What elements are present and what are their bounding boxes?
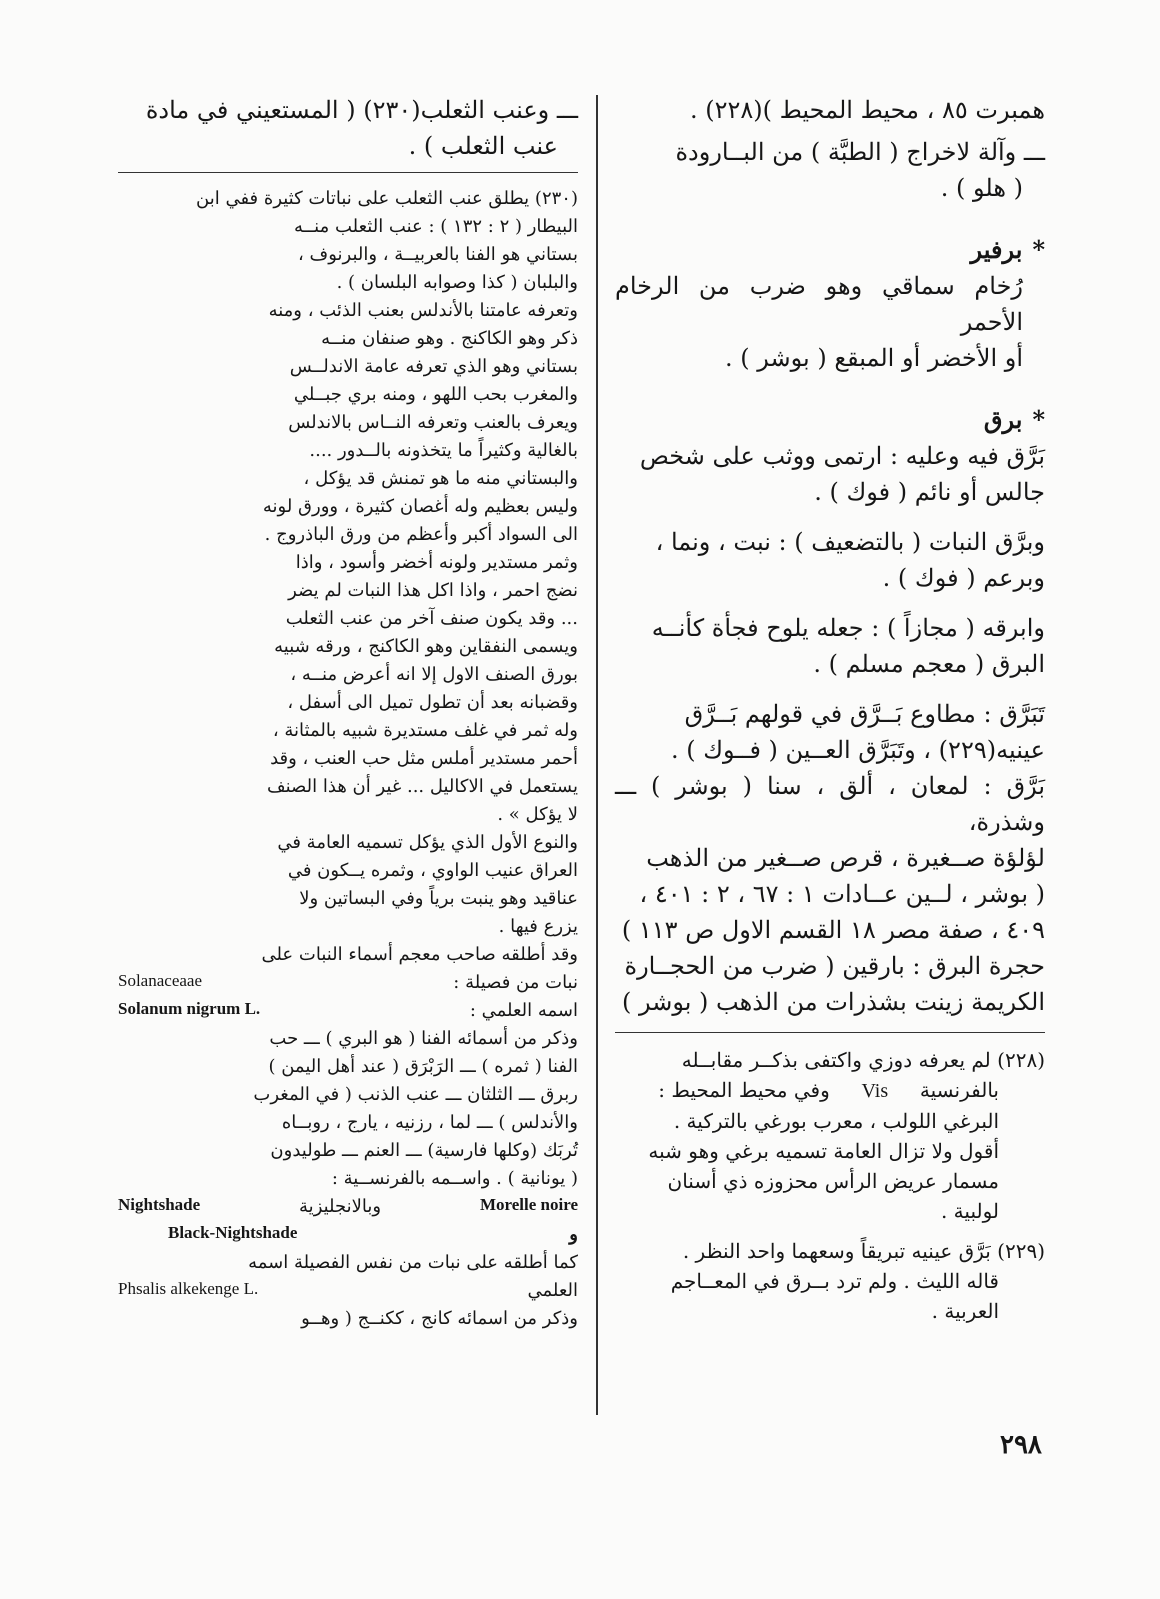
- footnote-line: مسمار عريض الرأس محزوزه ذي أسنان: [667, 1169, 999, 1193]
- latin-row: [118, 1221, 578, 1249]
- footnote-line: ربرق ـــ الثلثان ـــ عنب الذنب ( في المغرب: [253, 1084, 578, 1105]
- entry-line: أو الأخضر أو المبقع ( بوشر ) .: [725, 344, 1023, 372]
- footnote-text: بالفرنسية: [919, 1078, 999, 1102]
- footnote-line: العربية .: [931, 1299, 999, 1323]
- footnote-line: الفنا ( ثمره ) ـــ الرَبْرَق ( عند أهل اليمن ): [268, 1056, 578, 1077]
- footnote-number: (٢٢٩): [997, 1239, 1045, 1263]
- tool-definition-line: ( هلو ) .: [940, 174, 1023, 202]
- footnote-line: والأندلس ) ـــ لما ، رزنيه ، يارج ، روبــاه: [281, 1112, 578, 1133]
- entry-body-barq: [615, 438, 1045, 1020]
- footnote-body: [118, 213, 578, 1333]
- entry-headword: برق: [983, 405, 1023, 434]
- footnote-text: لم يعرفه دوزي واكتفى بذكــر مقابــله: [681, 1048, 991, 1072]
- entry-headword: برفير: [970, 235, 1023, 264]
- footnote-line: والبلبان ( كذا وصوابه البلسان ) .: [336, 272, 578, 293]
- tool-definition-line: ـــ وآلة لاخراج ( الطبَّة ) من البــارودة: [675, 138, 1045, 166]
- footnote-text: يطلق عنب الثعلب على نباتات كثيرة ففي ابن: [196, 188, 530, 209]
- footnote-rule: [118, 172, 578, 173]
- footnote-line: بستاني وهو الذي تعرفه عامة الاندلــس: [289, 356, 578, 377]
- footnote-line: والبستاني منه ما هو تمنش قد يؤكل ،: [303, 468, 578, 489]
- footnote-line: بالغالية وكثيراً ما يتخذونه بالــدور ....: [309, 440, 578, 461]
- footnote-line: وقد أطلقه صاحب معجم أسماء النبات على: [261, 944, 578, 965]
- entry-star-icon: *: [1032, 405, 1045, 434]
- scientific-name-label: اسمه العلمي :: [469, 1000, 578, 1021]
- entry-line: ( بوشر ، لــين عــادات ١ : ٦٧ ، ٢ : ٤٠١ ،: [639, 880, 1045, 908]
- footnote-line: [118, 185, 578, 213]
- footnote-228: [615, 1045, 1045, 1226]
- footnote-text: بَرَّق عينيه تبريقاً وسعهما واحد النظر .: [682, 1239, 991, 1263]
- footnote-line: العراق عنيب الواوي ، وثمره يــكون في: [287, 860, 578, 881]
- footnote-230: [118, 185, 578, 1333]
- entry-body-barfir: [615, 268, 1045, 376]
- conjunction: و: [569, 1224, 578, 1245]
- footnote-line: الى السواد أكبر وأعظم من ورق الباذروج .: [264, 524, 578, 545]
- footnote-line: البيطار ( ٢ : ١٣٢ ) : عنب الثعلب منــه: [293, 216, 578, 237]
- latin-row: [118, 1193, 578, 1221]
- footnote-line: وتعرفه عامتنا بالأندلس بعنب الذئب ، ومنه: [268, 300, 578, 321]
- latin-row: [118, 997, 578, 1025]
- latin-term: Vis: [861, 1080, 889, 1102]
- continuation-line: ـــ وعنب الثعلب(٢٣٠) ( المستعيني في مادة: [145, 96, 578, 124]
- footnote-line: والنوع الأول الذي يؤكل تسميه العامة في: [277, 832, 578, 853]
- footnote-line: ... وقد يكون صنف آخر من عنب الثعلب: [285, 608, 578, 629]
- continuation-line: همبرت ٨٥ ، محيط المحيط )(٢٢٨) .: [689, 96, 1045, 124]
- entry-heading-barq: [615, 402, 1045, 438]
- footnote-line: [615, 1045, 1045, 1075]
- footnote-line: تُربَك (وكلها فارسية) ـــ العنم ـــ طوليدون: [270, 1140, 578, 1161]
- entry-line: وبرعم ( فوك ) .: [882, 564, 1045, 592]
- entry-line: وابرقه ( مجازاً ) : جعله يلوح فجأة كأنــه: [651, 614, 1045, 642]
- entry-line: حجرة البرق : بارقين ( ضرب من الحجــارة: [624, 952, 1045, 980]
- latin-english-name: Black-Nightshade: [168, 1223, 298, 1242]
- footnote-line: العلمي: [527, 1280, 578, 1301]
- footnote-line: لا يؤكل » .: [497, 804, 578, 825]
- entry-line: وبرَّق النبات ( بالتضعيف ) : نبت ، ونما ،: [655, 528, 1045, 556]
- footnote-line: وقضبانه بعد أن تطول تميل الى أسفل ،: [287, 692, 578, 713]
- footnote-line: وثمر مستدير ولونه أخضر وأسود ، واذا: [295, 552, 578, 573]
- footnote-line: والمغرب بحب اللهو ، ومنه بري جبــلي: [293, 384, 578, 405]
- latin-row: [118, 1277, 578, 1305]
- latin-family-name: Solanaceaae: [118, 971, 202, 990]
- entry-line: ٤٠٩ ، صفة مصر ١٨ القسم الاول ص ١١٣ ): [621, 916, 1045, 944]
- footnote-229: [615, 1236, 1045, 1326]
- latin-english-name: Nightshade: [118, 1195, 201, 1214]
- footnote-number: (٢٣٠): [534, 188, 578, 209]
- footnote-line: لولبية .: [940, 1199, 999, 1223]
- footnote-line: كما أطلقه على نبات من نفس الفصيلة اسمه: [248, 1252, 578, 1273]
- latin-species-name: Solanum nigrum L.: [118, 999, 261, 1018]
- footnote-line: ويسمى النفقاين وهو الكاكنج ، ورقه شبيه: [274, 636, 578, 657]
- footnote-line: بستاني هو الفنا بالعربيــة ، والبرنوف ،: [298, 244, 578, 265]
- entry-star-icon: *: [1032, 235, 1045, 264]
- footnote-text: وفي محيط المحيط :: [658, 1078, 830, 1102]
- footnote-line: يزرع فيها .: [498, 916, 578, 937]
- footnote-line: ( يونانية ) . واســمه بالفرنســية :: [331, 1168, 578, 1189]
- footnote-line: قاله الليث . ولم ترد بــرق في المعــاجم: [670, 1269, 999, 1293]
- footnote-line: نضج احمر ، واذا اكل هذا النبات لم يضر: [288, 580, 578, 601]
- entry-line: جالس أو نائم ( فوك ) .: [814, 478, 1045, 506]
- footnote-line: وذكر من اسمائه كانج ، ككنــج ( وهــو: [301, 1308, 578, 1329]
- entry-line: لؤلؤة صــغيرة ، قرص صــغير من الذهب: [646, 844, 1045, 872]
- entry-line: بَرَّق : لمعان ، ألق ، سنا ( بوشر ) ـــ وشذرة،: [615, 772, 1045, 836]
- continuation-line: عنب الثعلب ) .: [408, 132, 558, 160]
- footnote-line: عناقيد وهو ينبت برياً وفي البساتين ولا: [299, 888, 578, 909]
- footnote-line: نبات من فصيلة :: [453, 972, 578, 993]
- footnote-line: البرغي اللولب ، معرب بورغي بالتركية .: [673, 1109, 999, 1133]
- footnote-line: [615, 1236, 1045, 1266]
- latin-french-name: Morelle noire: [479, 1195, 578, 1214]
- entry-line: البرق ( معجم مسلم ) .: [813, 650, 1045, 678]
- column-divider: [596, 95, 598, 1415]
- footnote-line: يستعمل في الاكاليل ... غير أن هذا الصنف: [266, 776, 578, 797]
- footnote-line: وله ثمر في غلف مستديرة شبيه بالمثانة ،: [272, 720, 578, 741]
- right-column: [615, 92, 1045, 1326]
- footnote-line: ذكر وهو الكاكنج . وهو صنفان منــه: [321, 328, 578, 349]
- footnote-line: [615, 1075, 1045, 1106]
- left-column: [118, 92, 578, 1333]
- entry-heading-barfir: [615, 232, 1045, 268]
- footnote-line: وليس بعظيم وله أغصان كثيرة ، وورق لونه: [262, 496, 578, 517]
- footnote-number: (٢٢٨): [997, 1048, 1045, 1072]
- footnote-rule: [615, 1032, 1045, 1033]
- entry-line: تَبَرَّق : مطاوع بَــرَّق في قولهم بَــرَّق: [684, 700, 1045, 728]
- latin-species-name: Phsalis alkekenge L.: [118, 1279, 259, 1298]
- entry-line: رُخام سماقي وهو ضرب من الرخام الأحمر: [615, 272, 1023, 336]
- footnote-line: أحمر مستدير أملس مثل حب العنب ، وقد: [270, 748, 578, 769]
- footnote-line: وذكر من أسمائه الفنا ( هو البري ) ـــ حب: [269, 1028, 578, 1049]
- english-label: وبالانجليزية: [299, 1196, 382, 1217]
- footnote-line: أقول ولا تزال العامة تسميه برغي وهو شبه: [648, 1139, 999, 1163]
- entry-line: بَرَّق فيه وعليه : ارتمى ووثب على شخص: [639, 442, 1045, 470]
- latin-row: [118, 969, 578, 997]
- page-number: ٢٩٨: [1000, 1430, 1042, 1460]
- entry-line: الكريمة زينت بشذرات من الذهب ( بوشر ): [622, 988, 1045, 1016]
- footnote-line: بورق الصنف الاول إلا انه أعرض منــه ،: [290, 664, 578, 685]
- footnote-line: ويعرف بالعنب وتعرفه النــاس بالاندلس: [288, 412, 578, 433]
- entry-line: عينيه(٢٢٩) ، وتَبَرَّق العــين ( فــوك ) .: [670, 736, 1045, 764]
